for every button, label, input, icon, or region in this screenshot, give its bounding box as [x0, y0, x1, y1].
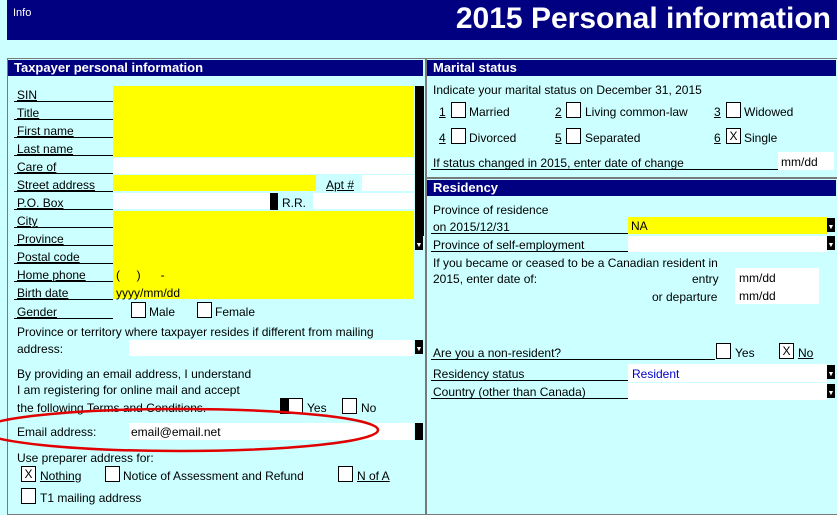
country-label: Country (other than Canada): [433, 385, 586, 399]
nonresident-no-label: No: [798, 346, 814, 360]
care-of-label: Care of: [17, 160, 57, 174]
province-label: Province: [17, 232, 64, 246]
became-resident-label-2: 2015, enter date of:: [433, 272, 538, 286]
gender-label: Gender: [17, 305, 58, 319]
email-label: Email address:: [17, 425, 97, 439]
self-employment-select[interactable]: [628, 236, 827, 252]
noa-checkbox[interactable]: [105, 466, 120, 482]
label-rule: [431, 398, 628, 399]
info-tag: Info: [13, 7, 32, 19]
city-label: City: [17, 214, 38, 228]
email-no-label: No: [361, 401, 377, 415]
prov-territory-label: Province or territory where taxpayer resides if different from mailing: [17, 325, 374, 339]
email-yes-label: Yes: [307, 401, 327, 415]
birth-date-value[interactable]: yyyy/mm/dd: [116, 286, 181, 300]
nonresident-yes-label: Yes: [735, 346, 755, 360]
married-checkbox[interactable]: [451, 102, 466, 118]
first-name-label: First name: [17, 124, 74, 138]
residency-status-value: Resident: [632, 367, 680, 381]
country-dropdown-arrow[interactable]: ▼: [827, 384, 835, 398]
marital-heading: Marital status: [427, 60, 836, 76]
nonresident-no-checkbox[interactable]: X: [779, 343, 794, 359]
t1-checkbox[interactable]: [21, 488, 36, 504]
common-law-num: 2: [555, 105, 562, 119]
rr-label: R.R.: [282, 196, 306, 210]
apt-label: Apt #: [326, 178, 355, 192]
n-of-a-checkbox[interactable]: [338, 466, 353, 482]
label-rule: [431, 380, 628, 381]
prov-residence-value: NA: [631, 219, 648, 233]
province-dropdown-arrow[interactable]: ▼: [415, 236, 423, 250]
page-title: 2015 Personal information: [455, 2, 831, 35]
n-of-a-label: N of A: [357, 469, 390, 483]
self-employment-label: Province of self-employment: [433, 238, 585, 252]
entry-date-text: mm/dd: [739, 271, 776, 285]
nothing-label: Nothing: [40, 469, 82, 483]
prov-residence-label: Province of residence: [433, 203, 549, 217]
country-select[interactable]: [628, 383, 827, 400]
last-name-label: Last name: [17, 142, 74, 156]
nonresident-yes-checkbox[interactable]: [716, 343, 731, 359]
widowed-num: 3: [714, 105, 721, 119]
separated-checkbox[interactable]: [566, 128, 581, 144]
widowed-label: Widowed: [744, 105, 794, 119]
home-phone-value[interactable]: ( ) -: [116, 268, 165, 282]
label-rule: [431, 169, 778, 170]
email-notice-2: I am registering for online mail and accept: [17, 383, 240, 397]
prov-residence-date: on 2015/12/31: [433, 220, 510, 234]
male-label: Male: [149, 305, 176, 319]
sin-label: SIN: [17, 88, 38, 102]
residency-status-label: Residency status: [433, 367, 525, 381]
postal-code-label: Postal code: [17, 250, 80, 264]
email-notice-3: the following Terms and Conditions.: [17, 401, 207, 415]
email-value: email@email.net: [131, 425, 221, 439]
po-box-label: P.O. Box: [17, 196, 64, 210]
single-checkbox[interactable]: X: [726, 128, 741, 144]
title-label: Title: [17, 106, 40, 120]
taxpayer-heading: Taxpayer personal information: [8, 60, 423, 76]
separated-num: 5: [555, 131, 562, 145]
separated-label: Separated: [585, 131, 641, 145]
status-change-label: If status changed in 2015, enter date of change: [433, 156, 684, 170]
self-employment-dropdown-arrow[interactable]: ▼: [827, 236, 835, 250]
label-rule: [431, 359, 715, 360]
married-label: Married: [469, 105, 510, 119]
nonresident-label: Are you a non-resident?: [433, 346, 562, 360]
noa-label: Notice of Assessment and Refund: [123, 469, 304, 483]
female-label: Female: [215, 305, 256, 319]
entry-label: entry: [692, 272, 719, 286]
became-resident-label: If you became or ceased to be a Canadian resident in: [433, 256, 718, 270]
birth-date-label: Birth date: [17, 286, 69, 300]
married-num: 1: [439, 105, 446, 119]
street-label: Street address: [17, 178, 96, 192]
departure-date-text: mm/dd: [739, 289, 776, 303]
divorced-label: Divorced: [469, 131, 517, 145]
divorced-checkbox[interactable]: [451, 128, 466, 144]
divorced-num: 4: [439, 131, 446, 145]
nothing-checkbox[interactable]: X: [21, 466, 36, 482]
marital-question: Indicate your marital status on December 31, 2015: [433, 83, 702, 97]
common-law-label: Living common-law: [585, 105, 688, 119]
common-law-checkbox[interactable]: [566, 102, 581, 118]
prov-territory-label-2: address:: [17, 342, 64, 356]
residency-heading: Residency: [427, 180, 836, 196]
widowed-checkbox[interactable]: [726, 102, 741, 118]
t1-label: T1 mailing address: [40, 491, 142, 505]
residency-status-dropdown-arrow[interactable]: ▼: [827, 365, 835, 379]
label-rule: [431, 251, 628, 252]
single-label: Single: [744, 131, 778, 145]
single-num: 6: [714, 131, 721, 145]
prov-territory-dropdown-arrow[interactable]: ▼: [415, 340, 423, 354]
prov-residence-dropdown-arrow[interactable]: ▼: [827, 218, 835, 232]
departure-label: or departure: [652, 290, 718, 304]
prov-residence-select[interactable]: [628, 217, 827, 234]
preparer-heading: Use preparer address for:: [17, 451, 154, 465]
status-change-date-text: mm/dd: [781, 155, 818, 169]
home-phone-label: Home phone: [17, 268, 86, 282]
email-notice-1: By providing an email address, I understand: [17, 367, 252, 381]
label-rule: [431, 233, 628, 234]
